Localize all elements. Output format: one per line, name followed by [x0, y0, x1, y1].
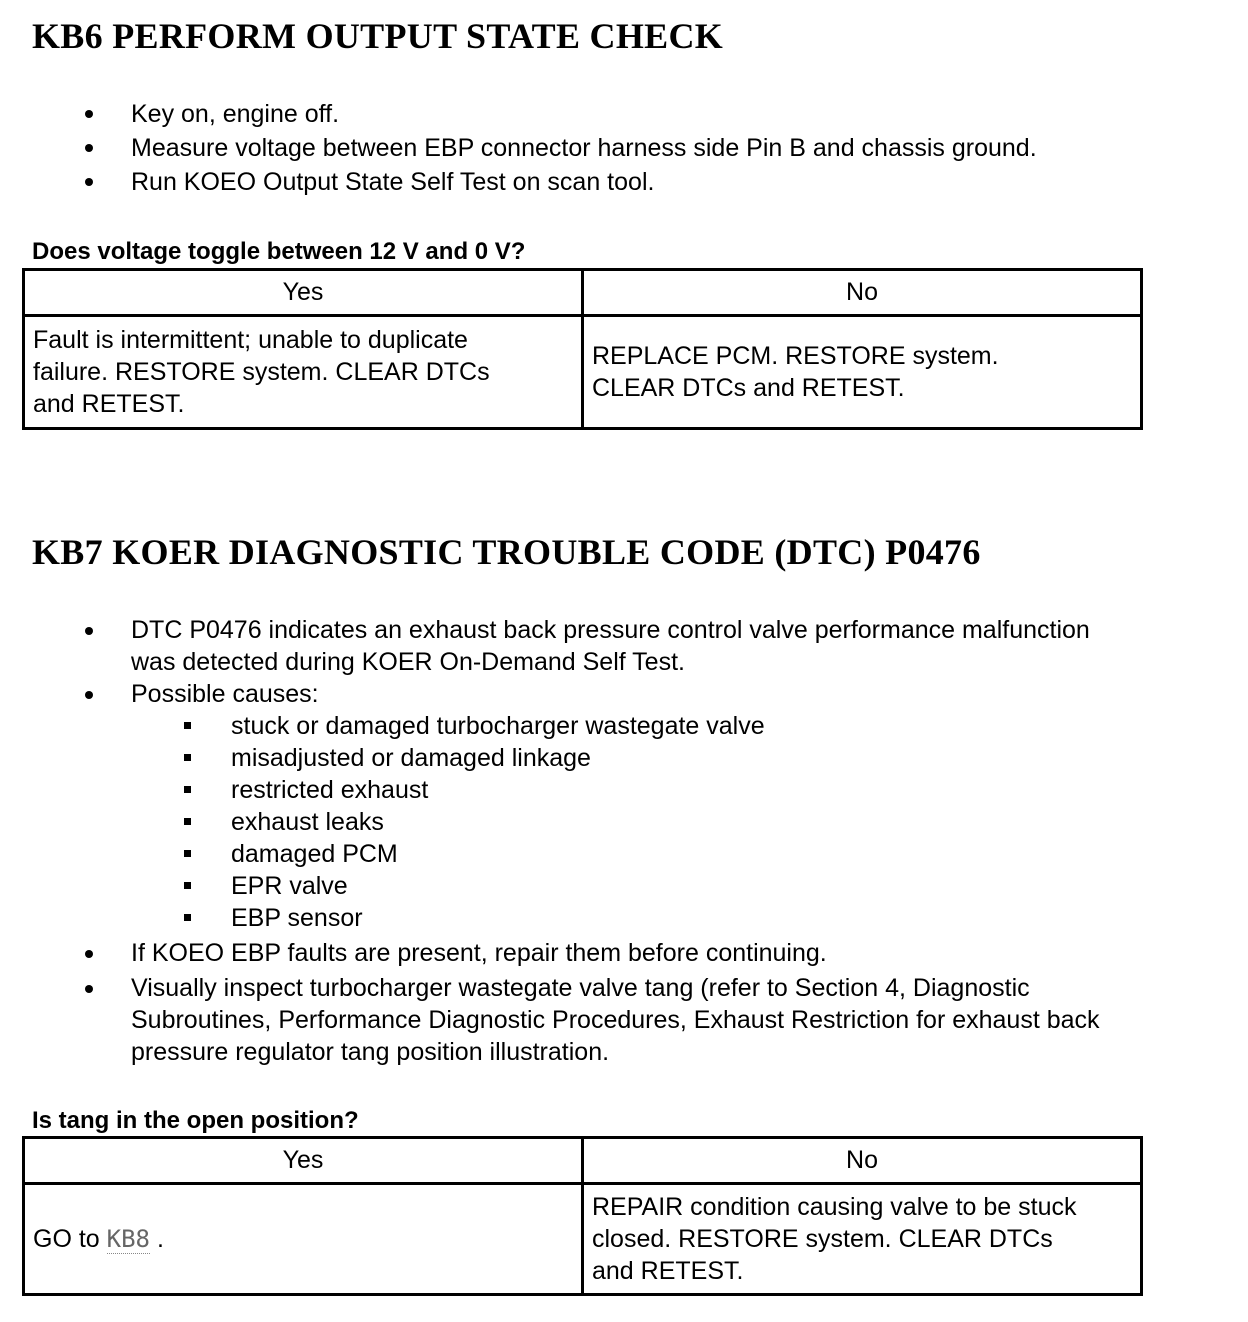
yes-column-header: Yes	[24, 1138, 583, 1184]
causes-list	[131, 710, 1248, 934]
bullet-line: DTC P0476 indicates an exhaust back pressure control valve performance malfunction	[131, 616, 1090, 644]
bullet-line: Subroutines, Performance Diagnostic Procedures, Exhaust Restriction for exhaust back	[131, 1006, 1100, 1034]
cell-line: and RETEST.	[33, 390, 185, 418]
cell-line: CLEAR DTCs and RETEST.	[592, 374, 905, 402]
kb8-link[interactable]: KB8	[106, 1225, 150, 1253]
cause-item: damaged PCM	[0, 838, 1248, 870]
list-item: Run KOEO Output State Self Test on scan tool.	[0, 165, 1248, 199]
cell-line: and RETEST.	[592, 1257, 744, 1285]
kb7-decision-table	[22, 1136, 1143, 1296]
bullet-line: was detected during KOER On-Demand Self Test.	[131, 648, 685, 676]
list-item	[0, 614, 1248, 678]
list-item	[0, 972, 1248, 1068]
list-item: If KOEO EBP faults are present, repair them before continuing.	[0, 937, 1248, 969]
kb6-question: Does voltage toggle between 12 V and 0 V?	[32, 238, 526, 265]
yes-cell	[24, 316, 583, 429]
cell-line: REPLACE PCM. RESTORE system.	[592, 342, 999, 370]
kb6-section-title: KB6 PERFORM OUTPUT STATE CHECK	[32, 16, 724, 56]
no-column-header: No	[583, 1138, 1142, 1184]
kb7-bullet-list	[0, 614, 1248, 1068]
possible-causes-label: Possible causes:	[131, 680, 319, 708]
period: .	[156, 1225, 164, 1253]
bullet-line: Visually inspect turbocharger wastegate valve tang (refer to Section 4, Diagnostic	[131, 974, 1030, 1002]
list-item: Key on, engine off.	[0, 97, 1248, 131]
no-column-header: No	[583, 270, 1142, 316]
no-cell	[583, 1184, 1142, 1295]
table-row	[24, 1184, 1142, 1295]
yes-column-header: Yes	[24, 270, 583, 316]
list-item	[0, 678, 1248, 934]
cause-item: stuck or damaged turbocharger wastegate valve	[0, 710, 1248, 742]
no-cell	[583, 316, 1142, 429]
kb6-decision-table	[22, 268, 1143, 430]
list-item: Measure voltage between EBP connector harness side Pin B and chassis ground.	[0, 131, 1248, 165]
cause-item: EPR valve	[0, 870, 1248, 902]
yes-cell	[24, 1184, 583, 1295]
cell-line: failure. RESTORE system. CLEAR DTCs	[33, 358, 490, 386]
bullet-line: pressure regulator tang position illustration.	[131, 1038, 610, 1066]
cell-line: REPAIR condition causing valve to be stuck	[592, 1193, 1077, 1221]
cause-item: exhaust leaks	[0, 806, 1248, 838]
kb7-question: Is tang in the open position?	[32, 1107, 359, 1134]
kb6-bullet-list	[0, 97, 1248, 199]
cause-item: misadjusted or damaged linkage	[0, 742, 1248, 774]
cause-item: restricted exhaust	[0, 774, 1248, 806]
cause-item: EBP sensor	[0, 902, 1248, 934]
table-row	[24, 316, 1142, 429]
kb7-section-title: KB7 KOER DIAGNOSTIC TROUBLE CODE (DTC) P0476	[32, 532, 981, 572]
go-to-label: GO to	[33, 1225, 100, 1253]
cell-line: Fault is intermittent; unable to duplicate	[33, 326, 468, 354]
cell-line: closed. RESTORE system. CLEAR DTCs	[592, 1225, 1053, 1253]
